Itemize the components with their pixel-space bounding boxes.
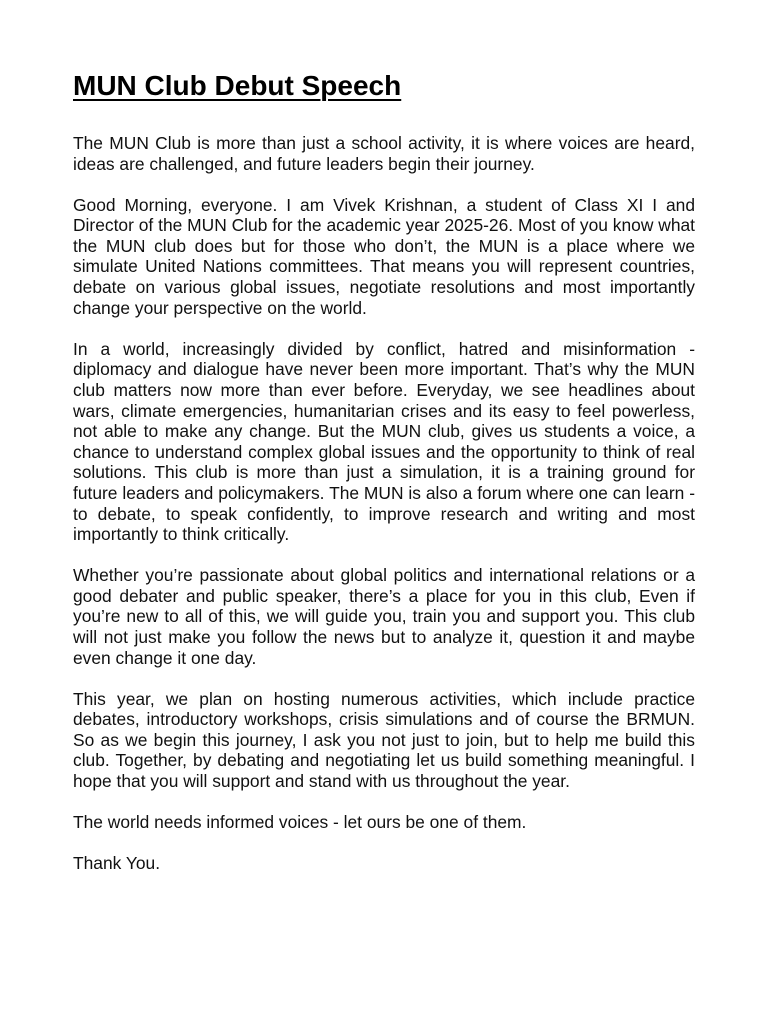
speech-intro-paragraph: The MUN Club is more than just a school activity, it is where voices are heard, ideas are challenged, and future leaders begin their journey. [73, 133, 695, 174]
speech-invitation-paragraph: Whether you’re passionate about global politics and international relations or a good debater and public speaker, there’s a place for you in this club, Even if you’re new to all of this, we will guide you, train you and support you. This club will not just make you follow the news but to analyze it, question it and maybe even change it one day. [73, 565, 695, 668]
page-title: MUN Club Debut Speech [73, 70, 402, 101]
speech-thank-you: Thank You. [73, 853, 161, 874]
speech-plans-paragraph: This year, we plan on hosting numerous activities, which include practice debates, introductory workshops, crisis simulations and of course the BRMUN. So as we begin this journey, I ask you not just to join, but to help me build this club. Together, by debating and negotiating let us build something meaningful. I hope that you will support and stand with us throughout the year. [73, 688, 695, 792]
speech-closing-line: The world needs informed voices - let ours be one of them. [73, 812, 527, 833]
speech-greeting-paragraph: Good Morning, everyone. I am Vivek Krishnan, a student of Class XI I and Director of the MUN Club for the academic year 2025-26. Most of you know what the MUN club does but for those who don’t, the MUN is a place where we simulate United Nations committees. That means you will represent countries, debate on various global issues, negotiate resolutions and most importantly change your perspective on the world. [73, 194, 695, 318]
speech-importance-paragraph: In a world, increasingly divided by conflict, hatred and misinformation - diplomacy and dialogue have never been more important. That’s why the MUN club matters now more than ever before. Everyday, we see headlines about wars, climate emergencies, humanitarian crises and its easy to feel powerless, not able to make any change. But the MUN club, gives us students a voice, a chance to understand complex global issues and the opportunity to think of real solutions. This club is more than just a simulation, it is a training ground for future leaders and policymakers. The MUN is also a forum where one can learn - to debate, to speak confidently, to improve research and writing and most importantly to think critically. [73, 338, 695, 545]
